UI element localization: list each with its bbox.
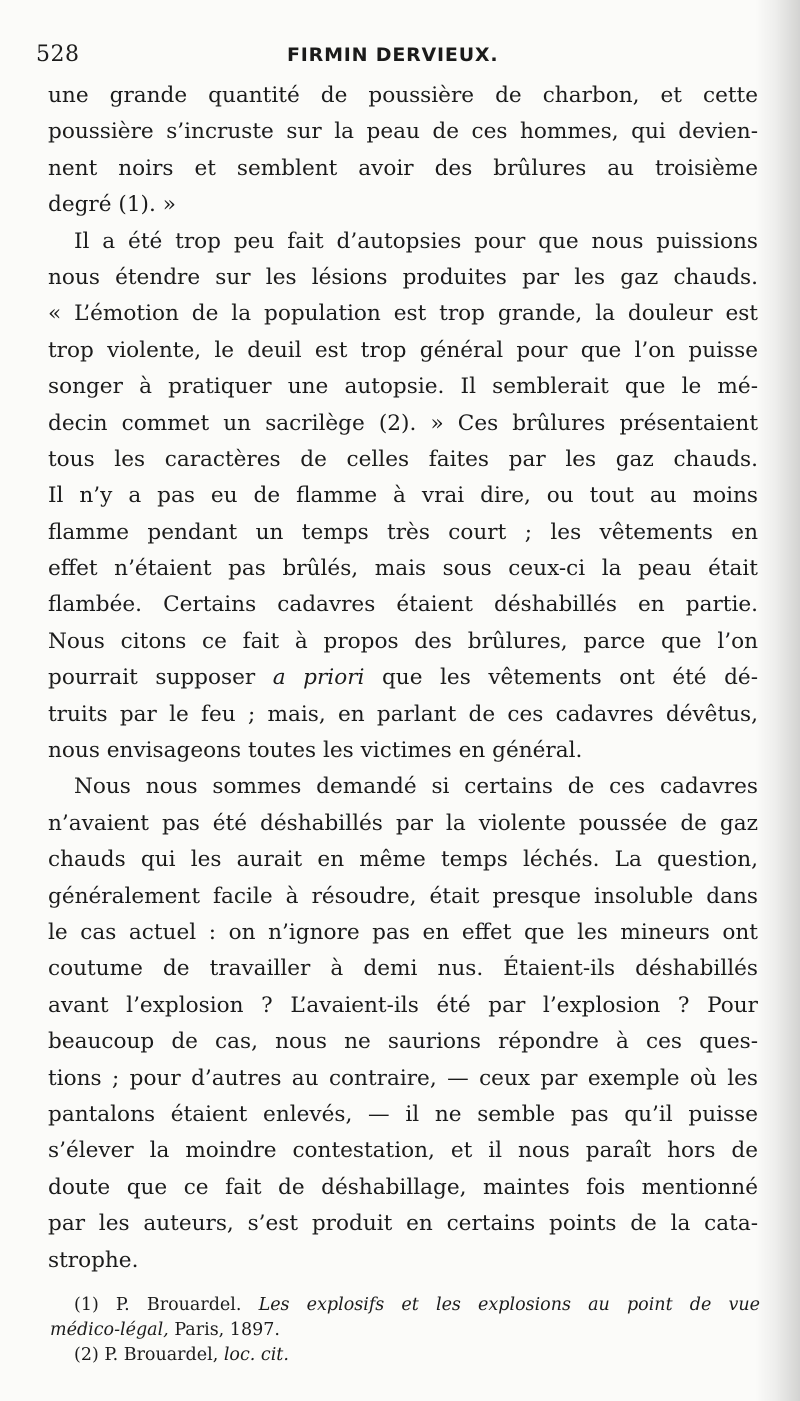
text-line: truits par le feu ; mais, en parlant de ces cadavres dévêtus,	[48, 701, 758, 727]
footnotes	[50, 1293, 760, 1368]
text-line: nous étendre sur les lésions produites par les gaz chauds.	[48, 264, 758, 290]
text-line: n’avaient pas été déshabillés par la violente poussée de gaz	[48, 810, 758, 836]
footnote-1-imprint: Paris, 1897.	[168, 1320, 280, 1340]
text-line: songer à pratiquer une autopsie. Il semblerait que le mé-	[48, 374, 758, 400]
running-title: FIRMIN DERVIEUX.	[287, 44, 499, 66]
text-line: s’élever la moindre contestation, et il nous paraît hors de	[48, 1138, 758, 1164]
footnote-1-continued	[50, 1318, 760, 1343]
text-line: Nous citons ce fait à propos des brûlures, parce que l’on	[48, 628, 758, 654]
italic-phrase: a priori	[272, 665, 365, 691]
text-line: flamme pendant un temps très court ; les vêtements en	[48, 519, 758, 545]
footnote-1	[50, 1293, 760, 1318]
text-line: nent noirs et semblent avoir des brûlures au troisième	[48, 155, 758, 181]
footnote-2	[50, 1343, 760, 1368]
text-line: par les auteurs, s’est produit en certains points de la cata-	[48, 1211, 758, 1237]
text-line: beaucoup de cas, nous ne saurions répondre à ces ques-	[48, 1029, 758, 1055]
footnote-1-title-end: médico-légal,	[50, 1320, 169, 1340]
text-line: Il n’y a pas eu de flamme à vrai dire, ou tout au moins	[48, 483, 758, 509]
text-line: pantalons étaient enlevés, — il ne semble pas qu’il puisse	[48, 1101, 758, 1127]
text-line: strophe.	[48, 1247, 139, 1273]
text-line: une grande quantité de poussière de charbon, et cette	[48, 83, 758, 108]
footnote-1-ref: (1) P. Brouardel.	[74, 1295, 259, 1315]
text-line: nous envisageons toutes les victimes en général.	[48, 738, 583, 764]
text-line: poussière s’incruste sur la peau de ces hommes, qui devien-	[48, 119, 758, 145]
text-line: doute que ce fait de déshabillage, maintes fois mentionné	[48, 1174, 758, 1200]
text-line: degré (1). »	[48, 192, 176, 218]
line-text-after: que les vêtements ont été dé-	[364, 665, 758, 691]
text-line: decin commet un sacrilège (2). » Ces brûlures présentaient	[48, 410, 758, 436]
footnote-2-citation: loc. cit.	[223, 1345, 289, 1365]
text-line-with-italic	[48, 660, 758, 696]
text-line: tous les caractères de celles faites par les gaz chauds.	[48, 446, 758, 472]
text-line: coutume de travailler à demi nus. Étaient-ils déshabillés	[48, 956, 758, 982]
text-line: trop violente, le deuil est trop général pour que l’on puisse	[48, 337, 758, 363]
page-number: 528	[36, 42, 80, 67]
paragraph-start-line: Nous nous sommes demandé si certains de ces cadavres	[74, 774, 758, 800]
text-line: tions ; pour d’autres au contraire, — ceux par exemple où les	[48, 1065, 758, 1091]
text-line: flambée. Certains cadavres étaient déshabillés en partie.	[48, 592, 758, 618]
line-text-before: pourrait supposer	[48, 665, 273, 691]
text-line: chauds qui les aurait en même temps léchés. La question,	[48, 847, 758, 873]
text-line: « L’émotion de la population est trop grande, la douleur est	[48, 301, 758, 327]
footnote-2-ref: (2) P. Brouardel,	[74, 1345, 224, 1365]
body-text	[48, 78, 758, 1279]
footnote-1-title: Les explosifs et les explosions au point de vue	[258, 1295, 760, 1315]
page-header	[0, 38, 800, 68]
text-line: généralement facile à résoudre, était presque insoluble dans	[48, 883, 758, 909]
text-line: le cas actuel : on n’ignore pas en effet que les mineurs ont	[48, 919, 758, 945]
text-line: effet n’étaient pas brûlés, mais sous ceux-ci la peau était	[48, 556, 758, 582]
paragraph-start-line: Il a été trop peu fait d’autopsies pour que nous puissions	[74, 228, 758, 254]
text-line: avant l’explosion ? L’avaient-ils été par l’explosion ? Pour	[48, 992, 758, 1018]
